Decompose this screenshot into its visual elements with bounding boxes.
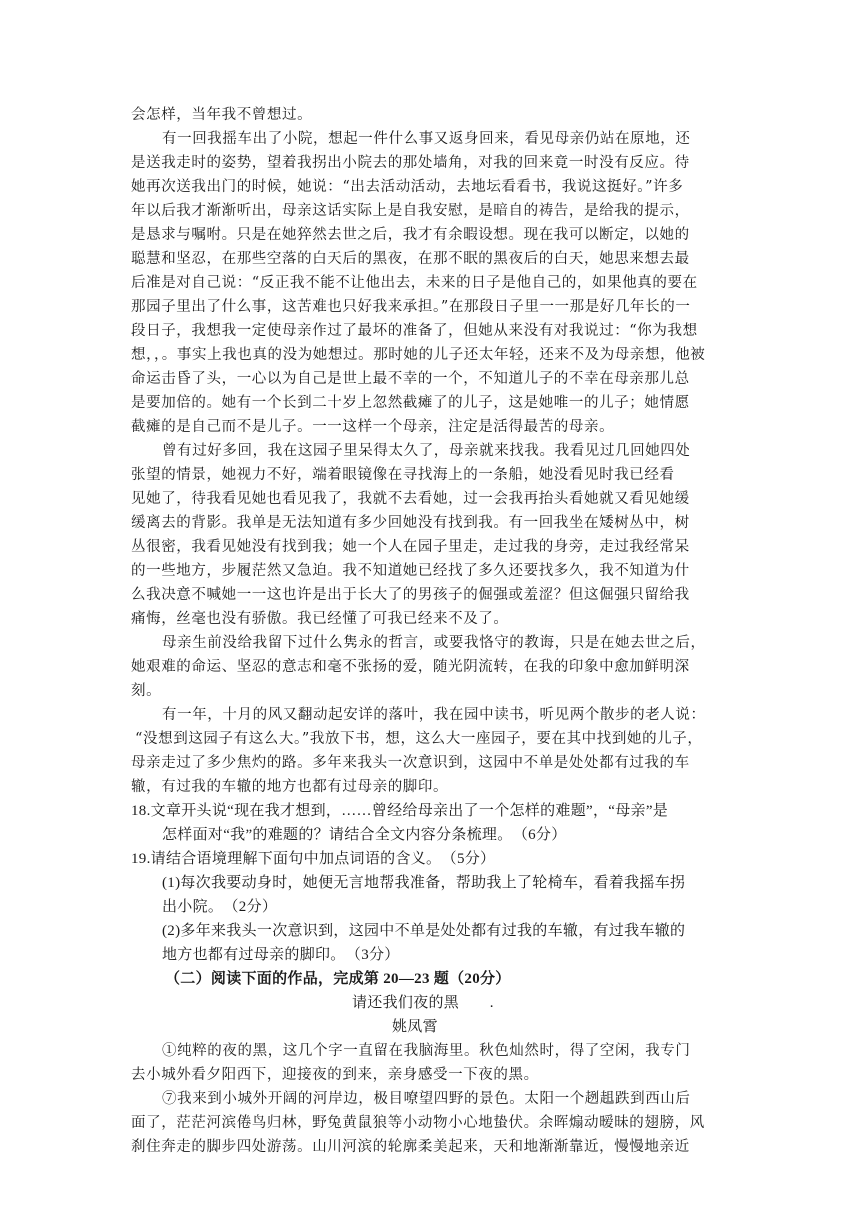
essay-line: 会怎样，当年我不曾想过。 bbox=[131, 107, 313, 123]
essay-line: 见她了，待我看见她也看见我了，我就不去看她，过一会我再抬头看她就又看见她缓 bbox=[131, 491, 690, 507]
essay-line: “没想到这园子有这么大。”我放下书，想，这么大一座园子，要在其中找到她的儿子， bbox=[135, 731, 703, 747]
question-19: 19.请结合语境理解下面句中加点词语的含义。 （5分） bbox=[131, 851, 496, 867]
essay-line: 有一回我摇车出了小院，想起一件什么事又返身回来，看见母亲仍站在原地，还 bbox=[162, 131, 691, 147]
essay-line: 是要加倍的。她有一个长到二十岁上忽然截瘫了的儿子，这是她唯一的儿子；她情愿 bbox=[131, 395, 690, 411]
essay-line: 刻。 bbox=[131, 683, 162, 699]
essay-line: 是恳求与嘱咐。只是在她猝然去世之后，我才有余暇设想。现在我可以断定，以她的 bbox=[131, 227, 690, 243]
article-line: 去小城外看夕阳西下，迎接夜的到来，亲身感受一下夜的黑。 bbox=[131, 1067, 539, 1083]
essay-line: 张望的情景，她视力不好，端着眼镜像在寻找海上的一条船，她没看见时我已经看 bbox=[131, 467, 675, 483]
essay-line: 聪慧和坚忍，在那些空落的白天后的黑夜，在那不眠的黑夜后的白天，她思来想去最 bbox=[131, 251, 690, 267]
article-line: ①纯粹的夜的黑，这几个字一直留在我脑海里。秋色灿然时，得了空闲，我专门 bbox=[162, 1043, 691, 1059]
essay-line: 辙，有过我的车辙的地方也都有过母亲的脚印。 bbox=[131, 779, 449, 795]
essay-line: 曾有过好多回，我在这园子里呆得太久了，母亲就来找我。我看见过几回她四处 bbox=[162, 443, 691, 459]
question-18-cont: 怎样面对“我”的难题的？请结合全文内容分条梳理。 （6分） bbox=[162, 827, 567, 843]
essay-line: 后准是对自己说：“反正我不能不让他出去，未来的日子是他自己的，如果他真的要在 bbox=[131, 275, 698, 291]
question-19-item-2-cont: 地方也都有过母亲的脚印。 （3分） bbox=[162, 947, 400, 963]
essay-line: 那园子里出了什么事，这苦难也只好我来承担。”在那段日子里一一那是好几年长的一 bbox=[131, 299, 691, 315]
section-heading: （二）阅读下面的作品，完成第 20—23 题（20分） bbox=[165, 971, 511, 987]
essay-line: 是送我走时的姿势，望着我拐出小院去的那处墙角，对我的回来竟一时没有反应。待 bbox=[131, 155, 690, 171]
essay-line: 缓离去的背影。我单是无法知道有多少回她没有找到我。有一回我坐在矮树丛中，树 bbox=[131, 515, 690, 531]
question-19-item-2: (2)多年来我头一次意识到，这园中不单是处处都有过我的车辙，有过我车辙的 bbox=[162, 923, 686, 939]
article-title: 请还我们夜的黑 . bbox=[352, 995, 494, 1011]
essay-line: 截瘫的是自己而不是儿子。一一这样一个母亲，注定是活得最苦的母亲。 bbox=[131, 419, 615, 435]
essay-line: 她艰难的命运、坚忍的意志和毫不张扬的爱，随光阴流转，在我的印象中愈加鲜明深 bbox=[131, 659, 690, 675]
question-18: 18.文章开头说“现在我才想到，……曾经给母亲出了一个怎样的难题”，“母亲”是 bbox=[131, 803, 669, 819]
article-line: 刹住奔走的脚步四处游荡。山川河滨的轮廓柔美起来，天和地渐渐靠近，慢慢地亲近 bbox=[131, 1139, 690, 1155]
essay-line: 丛很密，我看见她没有找到我；她一个人在园子里走，走过我的身旁，走过我经常呆 bbox=[131, 539, 690, 555]
essay-line: 命运击昏了头，一心以为自己是世上最不幸的一个，不知道儿子的不幸在母亲那儿总 bbox=[131, 371, 690, 387]
article-line: 面了，茫茫河滨倦鸟归林，野兔黄鼠狼等小动物小心地蛰伏。余晖煽动暧昧的翅膀，风 bbox=[131, 1115, 705, 1131]
essay-line: 母亲生前没给我留下过什么隽永的哲言，或要我恪守的教诲，只是在她去世之后， bbox=[162, 635, 706, 651]
question-19-item-1-cont: 出小院。 （2分） bbox=[162, 899, 278, 915]
essay-line: 么我决意不喊她一一这也许是出于长大了的男孩子的倔强或羞涩？但这倔强只留给我 bbox=[131, 587, 690, 603]
article-author: 姚凤霄 bbox=[392, 1019, 438, 1035]
essay-line: 痛悔，丝毫也没有骄傲。我已经懂了可我已经来不及了。 bbox=[131, 611, 509, 627]
question-19-item-1: (1)每次我要动身时，她便无言地帮我准备，帮助我上了轮椅车，看着我摇车拐 bbox=[162, 875, 686, 891]
essay-line: 段日子，我想我一定使母亲作过了最坏的准备了，但她从来没有对我说过：“你为我想 bbox=[131, 323, 698, 339]
essay-line: 有一年，十月的风又翻动起安详的落叶，我在园中读书，听见两个散步的老人说： bbox=[162, 707, 706, 723]
article-line: ⑦我来到小城外开阔的河岸边，极目嘹望四野的景色。太阳一个趔趄跌到西山后 bbox=[162, 1091, 691, 1107]
essay-line: 母亲走过了多少焦灼的路。多年来我头一次意识到，这园中不单是处处都有过我的车 bbox=[131, 755, 690, 771]
essay-line: 的一些地方，步履茫然又急迫。我不知道她已经找了多久还要找多久，我不知道为什 bbox=[131, 563, 690, 579]
essay-line: 想，，。事实上我也真的没为她想过。那时她的儿子还太年轻，还来不及为母亲想，他被 bbox=[131, 347, 706, 363]
essay-line: 她再次送我出门的时候，她说：“出去活动活动，去地坛看看书，我说这挺好。”许多 bbox=[131, 179, 684, 195]
essay-line: 年以后我才渐渐听出，母亲这话实际上是自我安慰，是暗自的祷告，是给我的提示， bbox=[131, 203, 690, 219]
